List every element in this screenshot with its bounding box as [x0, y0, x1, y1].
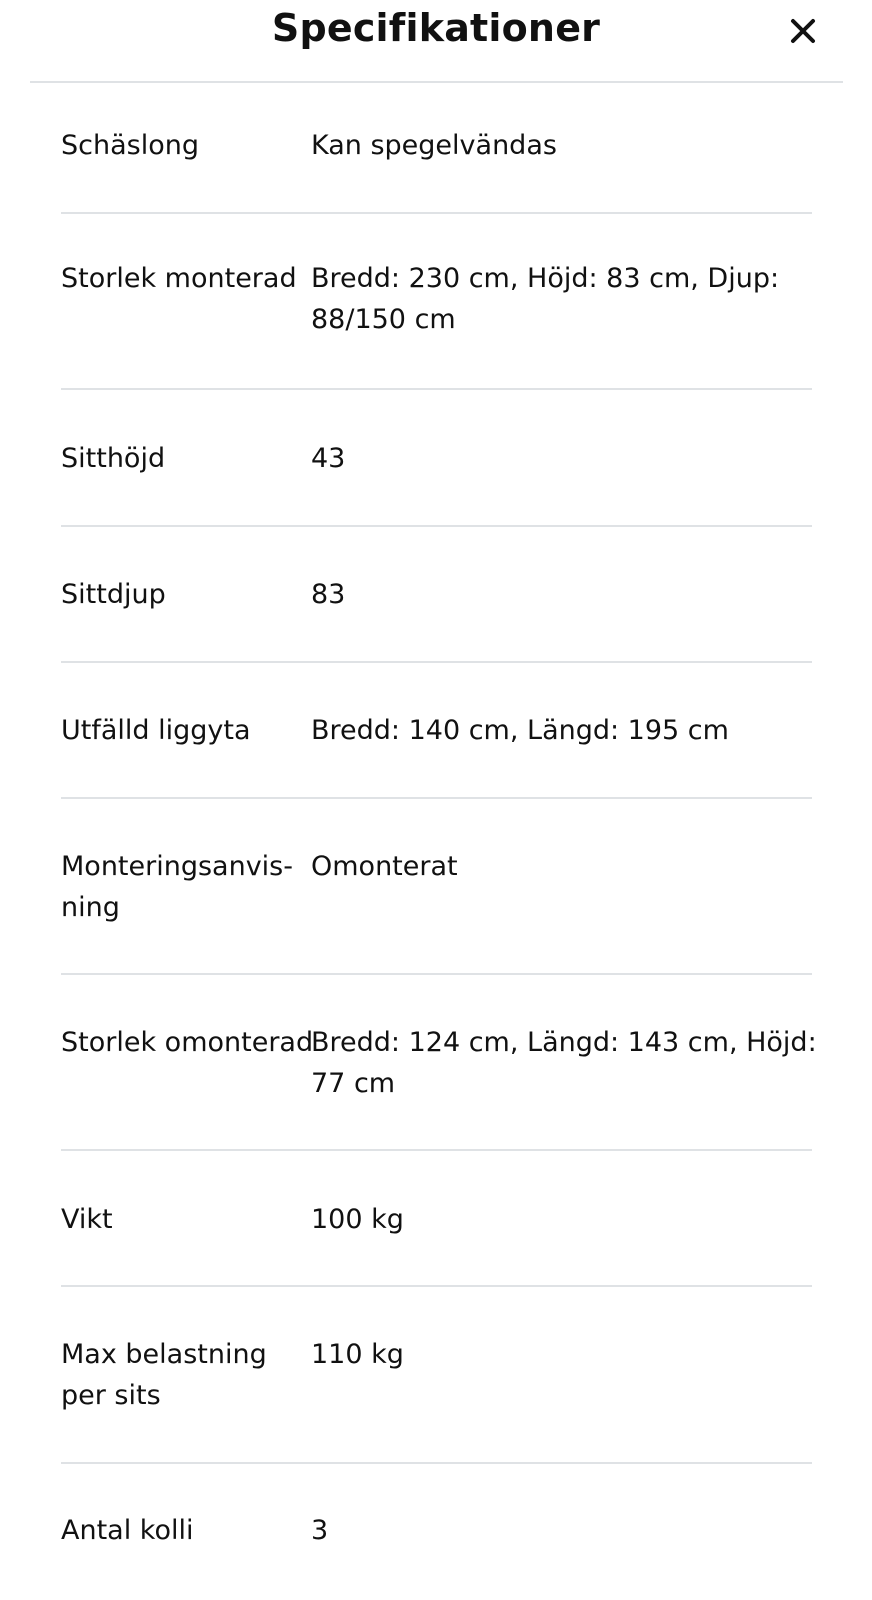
- spec-label: [61, 1334, 311, 1416]
- spec-value-line: Bredd: 230 cm, Höjd: 83 cm, Djup:: [311, 263, 780, 294]
- spec-value: Bredd: 140 cm, Längd: 195 cm: [311, 715, 729, 746]
- spec-row: [61, 390, 812, 527]
- spec-row: [61, 1287, 812, 1464]
- spec-value: 100 kg: [311, 1204, 404, 1235]
- page-title: Specifikationer: [271, 6, 601, 50]
- spec-label-line: Max belastning: [61, 1339, 267, 1370]
- spec-value-line: 88/150 cm: [311, 304, 456, 335]
- close-icon: [786, 14, 820, 48]
- spec-list: [61, 83, 817, 1584]
- spec-label-line: per sits: [61, 1380, 161, 1411]
- spec-value: Kan spegelvändas: [311, 130, 557, 161]
- spec-label: Antal kolli: [61, 1515, 194, 1546]
- spec-value: 83: [311, 579, 346, 610]
- close-button[interactable]: [786, 14, 820, 48]
- spec-row: [61, 1151, 812, 1287]
- spec-value: 3: [311, 1515, 329, 1546]
- spec-label: Utfälld liggyta: [61, 715, 251, 746]
- spec-row: [61, 663, 812, 799]
- modal-header: [0, 0, 872, 82]
- spec-row: [61, 214, 812, 390]
- spec-value: 43: [311, 443, 346, 474]
- spec-label: Vikt: [61, 1204, 113, 1235]
- spec-label: Sittdjup: [61, 579, 166, 610]
- spec-row: [61, 975, 817, 1151]
- spec-value: [311, 258, 812, 340]
- spec-row: [61, 799, 812, 975]
- spec-row: [61, 527, 812, 663]
- spec-value: Omonterat: [311, 851, 458, 882]
- spec-row: [61, 83, 812, 214]
- spec-label: Storlek monterad: [61, 263, 297, 294]
- spec-label: Sitthöjd: [61, 443, 166, 474]
- spec-label-line: Monteringsanvis-: [61, 851, 293, 882]
- spec-label: Storlek omonterad: [61, 1027, 314, 1058]
- spec-row: [61, 1464, 812, 1584]
- spec-value: [311, 1022, 827, 1104]
- spec-value-line: Bredd: 124 cm, Längd: 143 cm, Höjd:: [311, 1027, 817, 1058]
- spec-value: 110 kg: [311, 1339, 404, 1370]
- spec-label-line: ning: [61, 892, 120, 923]
- spec-value-line: 77 cm: [311, 1068, 396, 1099]
- spec-label: [61, 846, 311, 928]
- spec-label: Schäslong: [61, 130, 199, 161]
